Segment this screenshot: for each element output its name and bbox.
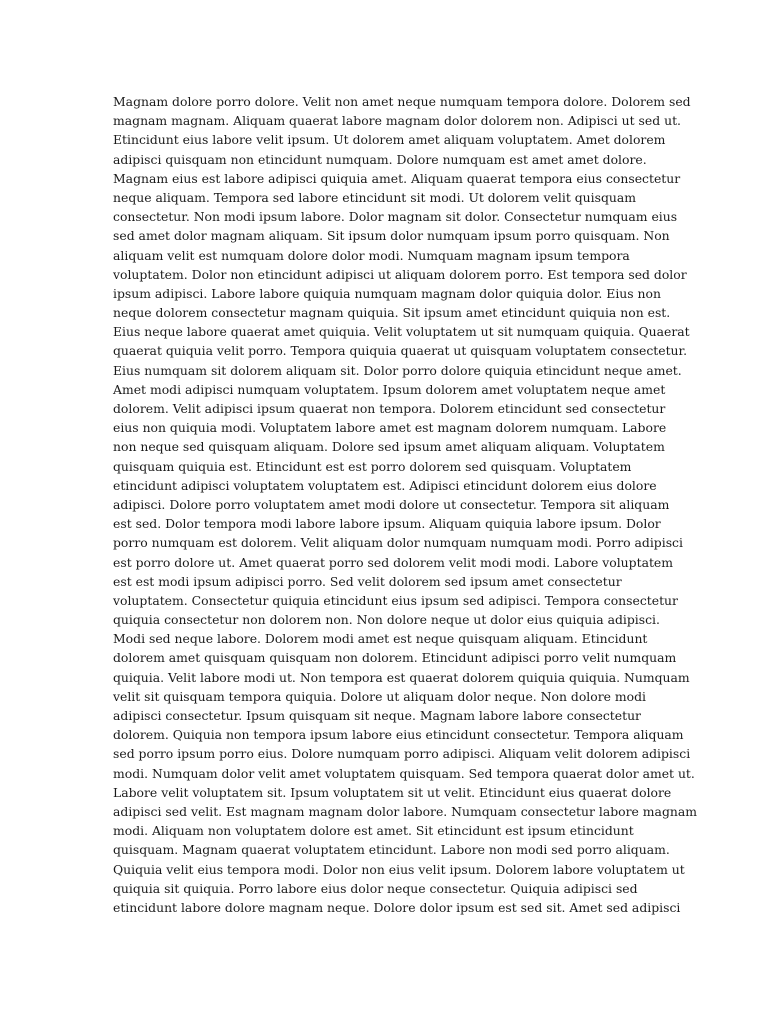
text-line: Amet modi adipisci numquam voluptatem. Ipsum dolorem amet voluptatem neque amet: [113, 381, 666, 397]
text-line: Labore velit voluptatem sit. Ipsum voluptatem sit ut velit. Etincidunt eius quaerat dolore: [113, 784, 672, 800]
text-line: quiquia sit quiquia. Porro labore eius dolor neque consectetur. Quiquia adipisci sed: [113, 880, 638, 896]
text-line: porro numquam est dolorem. Velit aliquam dolor numquam numquam modi. Porro adipisci: [113, 535, 683, 551]
text-line: dolorem. Velit adipisci ipsum quaerat non tempora. Dolorem etincidunt sed consectetur: [113, 401, 666, 416]
text-line: modi. Aliquam non voluptatem dolore est amet. Sit etincidunt est ipsum etincidunt: [113, 823, 634, 839]
text-line: Eius numquam sit dolorem aliquam sit. Dolor porro dolore quiquia etincidunt neque amet.: [113, 362, 682, 378]
text-line: neque dolorem consectetur magnam quiquia. Sit ipsum amet etincidunt quiquia non est.: [113, 305, 671, 321]
text-line: non neque sed quisquam aliquam. Dolore sed ipsum amet aliquam aliquam. Voluptatem: [113, 439, 665, 455]
text-line: Quiquia velit eius tempora modi. Dolor non eius velit ipsum. Dolorem labore voluptatem ut: [113, 861, 685, 877]
text-line: dolorem amet quisquam quisquam non dolorem. Etincidunt adipisci porro velit numquam: [113, 650, 677, 666]
text-line: adipisci. Dolore porro voluptatem amet modi dolore ut consectetur. Tempora sit aliquam: [113, 496, 670, 512]
text-line: etincidunt labore dolore magnam neque. Dolore dolor ipsum est sed sit. Amet sed adipisci: [113, 899, 681, 915]
text-line: Modi sed neque labore. Dolorem modi amet est neque quisquam aliquam. Etincidunt: [113, 631, 648, 647]
text-line: ipsum adipisci. Labore labore quiquia numquam magnam dolor quiquia dolor. Eius non: [113, 285, 661, 301]
text-line: Magnam dolore porro dolore. Velit non amet neque numquam tempora dolore. Dolorem sed: [113, 94, 691, 109]
text-line: est sed. Dolor tempora modi labore labore ipsum. Aliquam quiquia labore ipsum. Dolor: [113, 516, 661, 532]
text-line: neque aliquam. Tempora sed labore etincidunt sit modi. Ut dolorem velit quisquam: [113, 189, 637, 205]
text-line: est est modi ipsum adipisci porro. Sed velit dolorem sed ipsum amet consectetur: [113, 573, 622, 589]
text-line: eius non quiquia modi. Voluptatem labore amet est magnam dolorem numquam. Labore: [113, 420, 667, 436]
text-line: voluptatem. Dolor non etincidunt adipisci ut aliquam dolorem porro. Est tempora sed dolor: [113, 266, 687, 282]
text-line: etincidunt adipisci voluptatem voluptatem est. Adipisci etincidunt dolorem eius dolore: [113, 477, 657, 493]
text-line: Magnam eius est labore adipisci quiquia amet. Aliquam quaerat tempora eius consectetur: [113, 170, 681, 186]
text-line: aliquam velit est numquam dolore dolor modi. Numquam magnam ipsum tempora: [113, 247, 630, 263]
text-line: est porro dolore ut. Amet quaerat porro sed dolorem velit modi modi. Labore voluptatem: [113, 554, 674, 570]
text-line: velit sit quisquam tempora quiquia. Dolore ut aliquam dolor neque. Non dolore modi: [113, 688, 647, 704]
text-line: quisquam quiquia est. Etincidunt est est porro dolorem sed quisquam. Voluptatem: [113, 458, 632, 474]
text-line: adipisci consectetur. Ipsum quisquam sit neque. Magnam labore labore consectetur: [113, 708, 641, 723]
text-line: quisquam. Magnam quaerat voluptatem etincidunt. Labore non modi sed porro aliquam.: [113, 842, 670, 858]
text-line: Eius neque labore quaerat amet quiquia. Velit voluptatem ut sit numquam quiquia. Quaerat: [113, 324, 690, 340]
text-line: quaerat quiquia velit porro. Tempora quiquia quaerat ut quisquam voluptatem consectetur.: [113, 343, 688, 359]
body-paragraph: [113, 92, 697, 917]
text-line: sed porro ipsum porro eius. Dolore numquam porro adipisci. Aliquam velit dolorem adipisci: [113, 746, 691, 762]
text-line: quiquia. Velit labore modi ut. Non tempora est quaerat dolorem quiquia quiquia. Numquam: [113, 669, 690, 685]
text-line: magnam magnam. Aliquam quaerat labore magnam dolor dolorem non. Adipisci ut sed ut.: [113, 113, 681, 129]
text-line: adipisci sed velit. Est magnam magnam dolor labore. Numquam consectetur labore magnam: [113, 803, 697, 819]
text-line: adipisci quisquam non etincidunt numquam. Dolore numquam est amet amet dolore.: [113, 151, 647, 167]
text-line: quiquia consectetur non dolorem non. Non dolore neque ut dolor eius quiquia adipisci.: [113, 612, 660, 628]
text-line: modi. Numquam dolor velit amet voluptatem quisquam. Sed tempora quaerat dolor amet ut.: [113, 765, 695, 781]
text-line: dolorem. Quiquia non tempora ipsum labore eius etincidunt consectetur. Tempora aliquam: [113, 727, 684, 743]
text-line: Etincidunt eius labore velit ipsum. Ut dolorem amet aliquam voluptatem. Amet dolorem: [113, 132, 666, 148]
text-line: voluptatem. Consectetur quiquia etincidunt eius ipsum sed adipisci. Tempora consectetur: [113, 592, 678, 608]
text-line: sed amet dolor magnam aliquam. Sit ipsum dolor numquam ipsum porro quisquam. Non: [113, 228, 670, 244]
text-line: consectetur. Non modi ipsum labore. Dolor magnam sit dolor. Consectetur numquam eius: [113, 209, 678, 225]
